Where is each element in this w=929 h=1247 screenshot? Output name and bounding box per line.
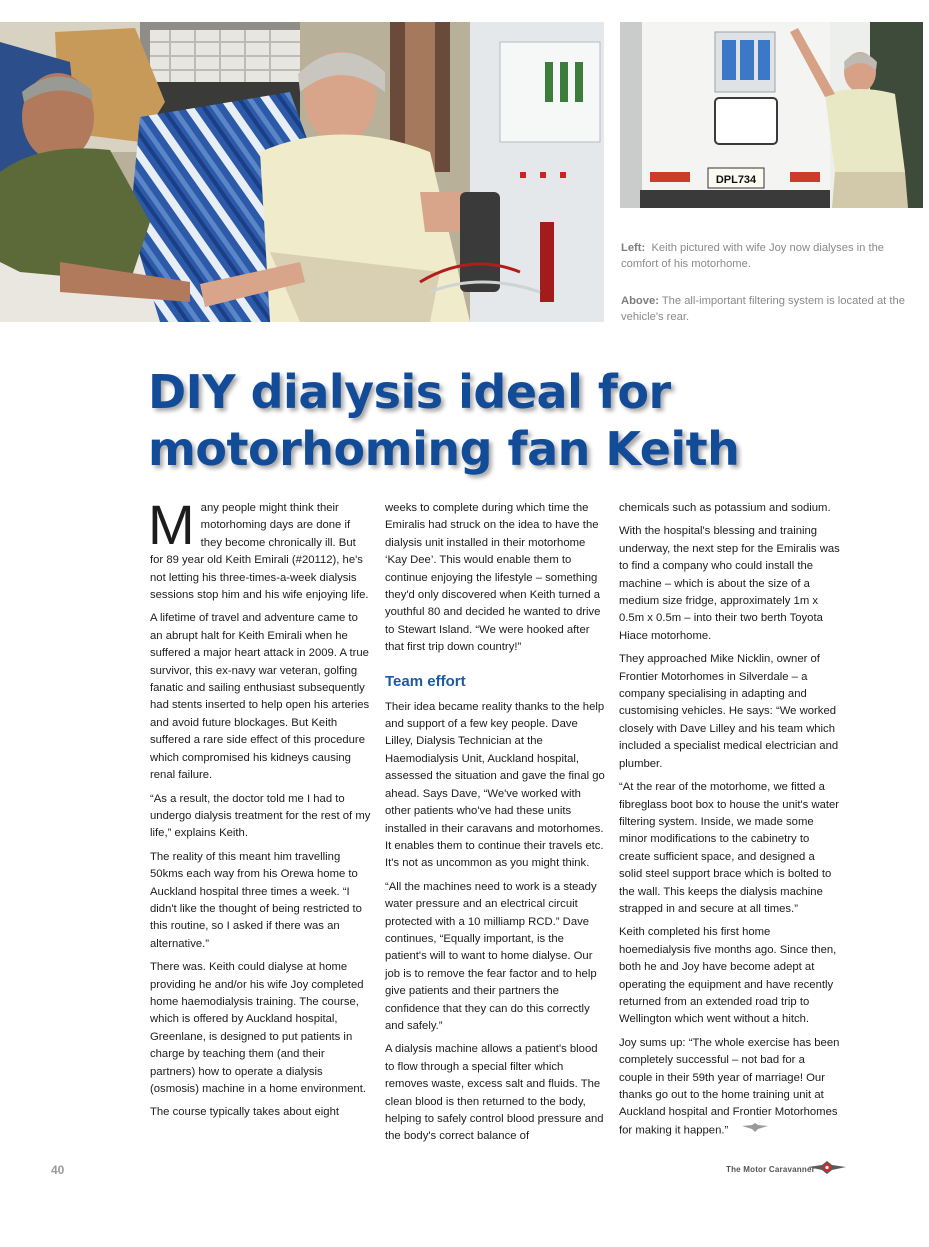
end-mark-icon xyxy=(742,1122,768,1139)
article-column-3 xyxy=(619,500,841,1146)
subheading-team-effort: Team effort xyxy=(385,672,466,690)
article-paragraph: “As a result, the doctor told me I had to undergo dialysis treatment for the rest of my life,” explains Keith. xyxy=(150,792,371,840)
caption-left-label: Left: xyxy=(621,242,646,254)
article-paragraph: The course typically takes about eight xyxy=(150,1106,340,1119)
article-paragraph xyxy=(148,493,372,604)
article-paragraph: “At the rear of the motorhome, we fitted a fibreglass boot box to house the unit's water filtering system. Inside, we made some minor modifications to the cabinetry to create sufficient space, and designed a solid steel support brace which is bolted to the wall. This keeps the dialysis machine strapped in and secure at all times.” xyxy=(619,781,840,915)
main-photo xyxy=(0,22,604,322)
article-column-1 xyxy=(148,493,372,1128)
caption-above-text: The all-important filtering system is located at the vehicle's rear. xyxy=(621,295,905,323)
caption-above xyxy=(621,293,921,325)
paragraph-text: Joy sums up: “The whole exercise has been completely successful – not bad for a couple in their 59th year of marriage! Our thanks go out to the home training unit at Auckland hospital and Frontier Motorhomes for making it happen.” xyxy=(619,1036,840,1137)
article-paragraph: There was. Keith could dialyse at home providing he and/or his wife Joy completed home haemodialysis training. The course, which is offered by Auckland hospital, Greenlane, is designed to put patients in charge by teaching them (and their partners) how to operate a dialysis (osmosis) machine in a home environment. xyxy=(150,961,366,1095)
caption-left-text: Keith pictured with wife Joy now dialyses in the comfort of his motorhome. xyxy=(621,242,885,270)
article-paragraph xyxy=(619,1035,841,1140)
license-plate: DPL734 xyxy=(715,174,757,186)
paragraph-text: any people might think their motorhoming days are done if they become chronically ill. But for 89 year old Keith Emirali (#20112), he's not letting his three-times-a-week dialysis sessions stop him and his wife enjoying life. xyxy=(150,502,369,602)
rear-photo-illustration xyxy=(620,22,923,208)
article-paragraph: They approached Mike Nicklin, owner of Frontier Motorhomes in Silverdale – a company specialising in adapting and customising vehicles. He says: “We worked closely with Dave Lilley and his team which included a specialist medical electrician and plumber. xyxy=(619,653,839,770)
article-paragraph: A dialysis machine allows a patient's blood to flow through a special filter which removes waste, excess salt and fluids. The clean blood is then returned to the body, helping to safely control blood pressure and the body's correct balance of xyxy=(385,1043,604,1143)
article-paragraph: Keith completed his first home hoemedialysis five months ago. Since then, both he and Joy have become adept at operating the equipment and have recently returned from an extended road trip to Wellington which went without a hitch. xyxy=(619,926,837,1026)
magazine-logo-icon xyxy=(808,1160,846,1181)
caption-above-label: Above: xyxy=(621,295,659,307)
drop-cap: M xyxy=(148,493,195,556)
article-column-2 xyxy=(385,500,607,1152)
magazine-name: The Motor Caravanner xyxy=(726,1165,815,1174)
article-paragraph: “All the machines need to work is a steady water pressure and an electrical circuit protected with a 10 milliamp RCD.” Dave continues, “Equally important, is the patient's will to want to home dialyse. Our job is to remove the fear factor and to help give patients and their partners the confidence that they can do this correctly and safely.” xyxy=(385,880,597,1032)
article-paragraph: weeks to complete during which time the Emiralis had struck on the idea to have the dialysis unit installed in their motorhome ‘Kay Dee’. This would enable them to continue enjoying the lifestyle – something they'd only discovered when Keith turned a youthful 80 and decided he wanted to drive to Stewart Island. “We were hooked after that first trip down country!” xyxy=(385,502,601,654)
headline xyxy=(148,364,848,478)
headline-line-2: motorhoming fan Keith xyxy=(148,422,740,476)
headline-line-1: DIY dialysis ideal for xyxy=(148,365,671,419)
caption-left xyxy=(621,240,921,272)
article-paragraph: chemicals such as potassium and sodium. xyxy=(619,502,831,514)
article-paragraph: Their idea became reality thanks to the help and support of a few key people. Dave Lilley, Dialysis Technician at the Haemodialysis Unit, Auckland hospital, assessed the situation and gave the final go ahead. Says Dave, “We've worked with other patients who've had these units installed in their caravans and motorhomes. It enables them to continue their travels etc. It's not as uncommon as you might think. xyxy=(385,700,605,870)
page-number: 40 xyxy=(51,1163,65,1177)
article-paragraph: A lifetime of travel and adventure came to an abrupt halt for Keith Emirali when he suffered a major heart attack in 2009. A true survivor, this ex-navy war veteran, golfing fanatic and sailing enthusiast subsequently had stents inserted to help open his arteries and avoid future blockages. But Keith suffered a rare side effect of this procedure which compromised his kidneys causing renal failure. xyxy=(150,612,370,782)
main-photo-illustration xyxy=(0,22,604,322)
article-paragraph: The reality of this meant him travelling 50kms each way from his Orewa home to Auckland hospital three times a week. “I didn't like the thought of being restricted to this routine, so I asked if there was an alternative.” xyxy=(150,850,362,950)
article-paragraph: With the hospital's blessing and training underway, the next step for the Emiralis was to find a company who could install the machine – which is about the size of a medium size fridge, approximately 1m x 0.5m x 0.5m – into their two berth Toyota Hiace motorhome. xyxy=(619,525,840,642)
rear-photo xyxy=(620,22,923,208)
